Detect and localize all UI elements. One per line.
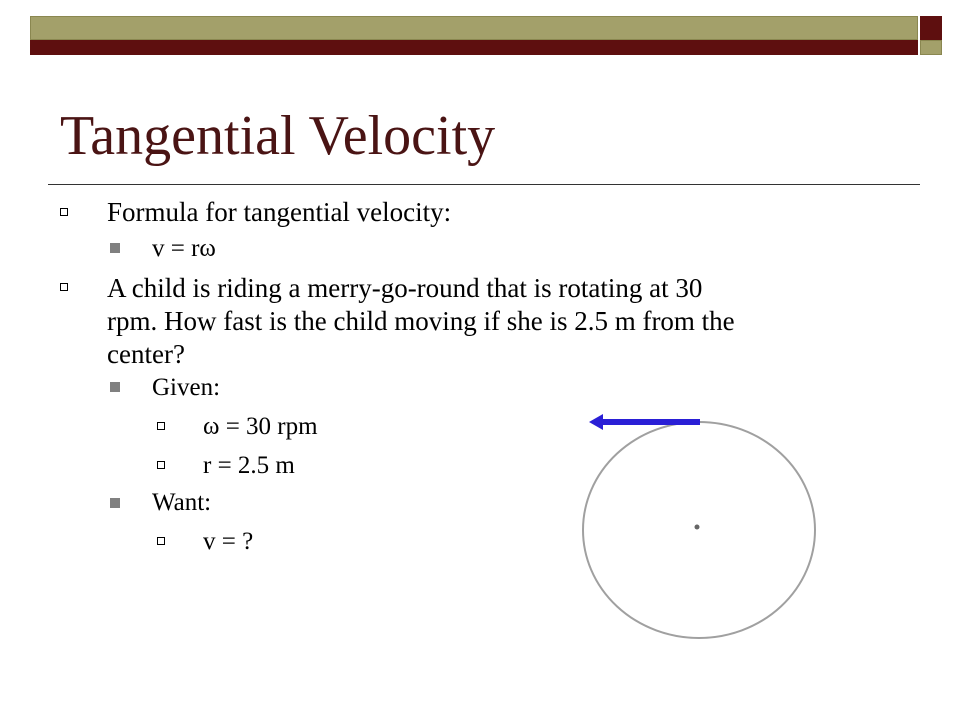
- filled-square-bullet-icon: [110, 382, 120, 392]
- filled-square-bullet-icon: [110, 498, 120, 508]
- problem-text-line1: A child is riding a merry-go-round that is rotating at 30: [107, 273, 703, 303]
- tangent-arrow-icon: [589, 414, 700, 430]
- bullet-formula-text: Formula for tangential velocity:: [107, 197, 452, 227]
- problem-text-line2: rpm. How fast is the child moving if she is 2.5 m from the: [107, 306, 735, 336]
- want-heading: Want:: [152, 489, 212, 516]
- hollow-square-bullet-icon: [60, 283, 68, 291]
- problem-text-line3: center?: [107, 339, 185, 369]
- center-dot-icon: [695, 525, 700, 530]
- given-heading: Given:: [152, 374, 221, 401]
- hollow-square-bullet-icon: [157, 461, 165, 469]
- header-corner-olive-block: [920, 40, 942, 55]
- hollow-square-bullet-icon: [157, 537, 165, 545]
- merry-go-round-diagram: [575, 405, 825, 650]
- hollow-square-bullet-icon: [60, 208, 68, 216]
- given-omega-text: ω = 30 rpm: [203, 413, 318, 440]
- hollow-square-bullet-icon: [157, 422, 165, 430]
- given-radius-text: r = 2.5 m: [203, 452, 295, 479]
- header-maroon-bar: [30, 40, 918, 55]
- want-velocity-text: v = ?: [203, 528, 254, 555]
- circle-outline-icon: [583, 422, 815, 638]
- header-corner-maroon-block: [920, 16, 942, 40]
- formula-equation-text: v = rω: [152, 235, 216, 262]
- title-divider: [48, 184, 920, 185]
- header-olive-bar: [30, 16, 918, 40]
- filled-square-bullet-icon: [110, 243, 120, 253]
- slide-title: Tangential Velocity: [60, 105, 496, 167]
